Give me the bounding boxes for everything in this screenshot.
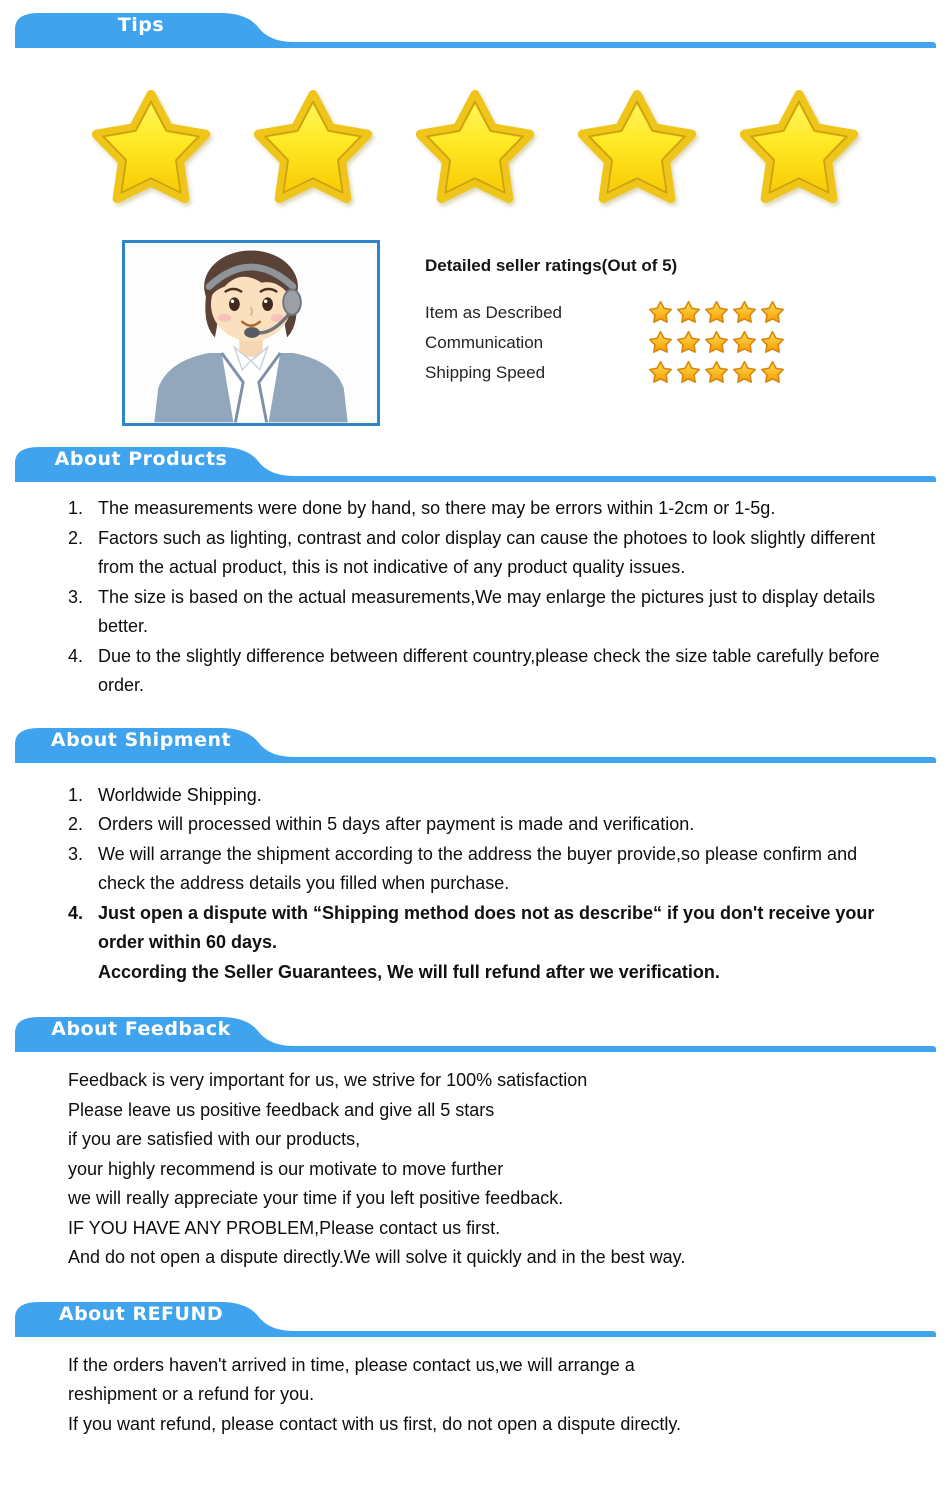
rating-label: Item as Described [425,303,562,322]
star-icon [675,330,702,356]
customer-service-agent-illustration [125,243,377,423]
rating-row-shipping-speed [425,358,787,388]
star-icon [731,330,758,356]
star-icon [759,300,786,326]
star-icon [731,360,758,386]
rating-label: Communication [425,333,544,352]
list-item: We will arrange the shipment according to the address the buyer provide,so please confirm and check the address details you filled when purchase. [98,843,858,893]
detailed-ratings [425,240,787,426]
star-icon [759,330,786,356]
list-item-note: According the Seller Guarantees, We will full refund after we verification. [98,961,720,982]
section-title: About Shipment [50,728,232,751]
star-icon [759,360,786,386]
customer-service-avatar [122,240,380,426]
text-line: your highly recommend is our motivate to move further [68,1158,504,1179]
rating-label: Shipping Speed [425,363,546,382]
rating-stars [647,300,787,326]
section-about-feedback [0,1012,950,1273]
star-icon [244,86,382,218]
text-line: Please leave us positive feedback and give all 5 stars [68,1099,495,1120]
list-item-text: Just open a dispute with “Shipping method does not as describe“ if you don't receive your order within 60 days. [98,902,875,952]
star-icon [703,360,730,386]
text-line: if you are satisfied with our products, [68,1129,361,1149]
section-header-about-shipment [0,723,950,763]
text-line: If the orders haven't arrived in time, please contact us,we will arrange a [68,1354,635,1375]
rating-row-communication [425,328,787,358]
list-item: The size is based on the actual measurements,We may enlarge the pictures just to display details better. [98,586,876,636]
refund-text [68,1351,890,1440]
section-header-about-products [0,442,950,482]
section-title: Tips [117,14,165,36]
text-line: If you want refund, please contact with us first, do not open a dispute directly. [68,1413,682,1434]
feedback-text [68,1066,890,1273]
star-icon [647,360,674,386]
section-title: About REFUND [58,1302,224,1325]
list-item: Due to the slightly difference between different country,please check the size table carefully before order. [98,645,880,695]
star-icon [82,86,220,218]
section-header-tips [0,8,950,48]
shipment-list [68,781,890,988]
section-title: About Feedback [51,1018,231,1040]
star-icon [731,300,758,326]
text-line: Feedback is very important for us, we strive for 100% satisfaction [68,1070,588,1090]
list-item: Worldwide Shipping. [98,784,262,805]
list-item: The measurements were done by hand, so there may be errors within 1-2cm or 1-5g. [98,498,776,518]
star-icon [568,86,706,218]
rating-row-item-as-described [425,298,787,328]
text-line: And do not open a dispute directly.We will solve it quickly and in the best way. [68,1247,686,1267]
star-icon [675,360,702,386]
section-about-refund [0,1297,950,1440]
star-icon [647,330,674,356]
list-item: Factors such as lighting, contrast and color display can cause the photoes to look slightly different from the actual product, this is not indicative of any product quality issues. [98,527,876,577]
five-star-rating [0,86,950,218]
list-item [68,899,890,988]
star-icon [406,86,544,218]
text-line: reshipment or a refund for you. [68,1384,315,1404]
star-icon [703,300,730,326]
products-list [68,494,890,701]
seller-ratings-panel [122,240,950,426]
section-header-about-refund [0,1297,950,1337]
text-line: IF YOU HAVE ANY PROBLEM,Please contact us first. [68,1217,501,1238]
section-header-about-feedback [0,1012,950,1052]
star-icon [675,300,702,326]
ratings-title: Detailed seller ratings(Out of 5) [425,256,678,275]
rating-stars [647,330,787,356]
star-icon [647,300,674,326]
section-title: About Products [54,448,228,470]
text-line: we will really appreciate your time if you left positive feedback. [68,1188,564,1208]
seller-tips-page [0,8,950,1500]
star-icon [703,330,730,356]
list-item: Orders will processed within 5 days after payment is made and verification. [98,814,695,834]
star-icon [730,86,868,218]
rating-stars [647,360,787,386]
section-about-shipment [0,723,950,988]
section-about-products [0,442,950,701]
